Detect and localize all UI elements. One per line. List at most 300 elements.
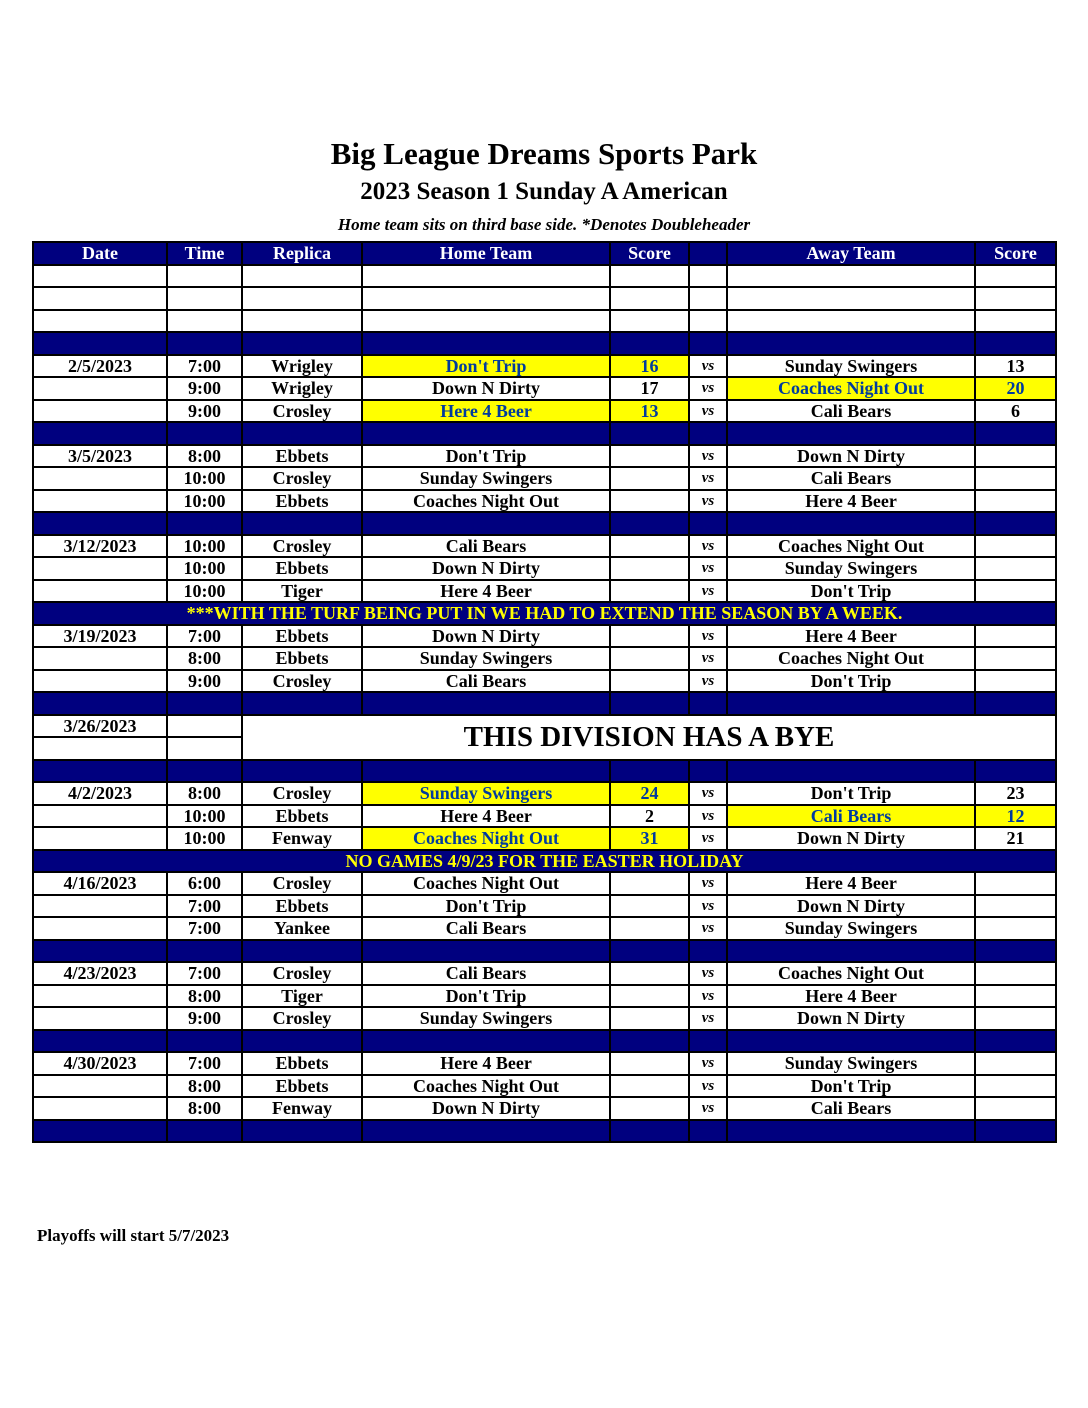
empty-cell [242,760,362,783]
game-row [33,917,1056,940]
empty-cell [689,310,727,333]
separator-row [33,422,1056,445]
home-team-cell: Coaches Night Out [362,872,610,895]
replica-cell: Ebbets [242,1052,362,1075]
game-row [33,647,1056,670]
empty-cell [727,940,975,963]
empty-cell [610,1120,689,1143]
time-cell: 8:00 [167,1097,242,1120]
game-row [33,467,1056,490]
game-row [33,355,1056,378]
replica-cell: Ebbets [242,557,362,580]
time-cell: 8:00 [167,647,242,670]
home-score-cell [610,625,689,648]
empty-cell [242,940,362,963]
time-cell: 7:00 [167,355,242,378]
empty-cell [975,1030,1056,1053]
empty-cell [689,332,727,355]
replica-cell: Wrigley [242,355,362,378]
away-team-cell: Coaches Night Out [727,962,975,985]
empty-cell [610,692,689,715]
header-replica: Replica [242,242,362,265]
home-score-cell: 2 [610,805,689,828]
home-score-cell [610,647,689,670]
header-time: Time [167,242,242,265]
vs-cell: vs [689,1097,727,1120]
away-score-cell [975,985,1056,1008]
header-date: Date [33,242,167,265]
empty-cell [167,737,242,760]
away-team-cell: Don't Trip [727,580,975,603]
bye-row [33,715,1056,738]
time-cell: 6:00 [167,872,242,895]
empty-cell [975,692,1056,715]
empty-cell [975,760,1056,783]
empty-cell [727,1030,975,1053]
empty-cell [33,512,167,535]
empty-cell [167,692,242,715]
away-team-cell: Cali Bears [727,805,975,828]
away-score-cell [975,580,1056,603]
date-cell [33,805,167,828]
separator-row [33,760,1056,783]
date-cell [33,377,167,400]
away-team-cell: Sunday Swingers [727,1052,975,1075]
separator-row [33,692,1056,715]
date-cell [33,647,167,670]
empty-cell [610,512,689,535]
away-team-cell: Don't Trip [727,670,975,693]
separator-row [33,1030,1056,1053]
replica-cell: Ebbets [242,647,362,670]
empty-cell [689,760,727,783]
empty-cell [689,1030,727,1053]
empty-cell [362,1030,610,1053]
vs-cell: vs [689,580,727,603]
home-team-cell: Coaches Night Out [362,827,610,850]
away-score-cell: 21 [975,827,1056,850]
empty-cell [242,512,362,535]
time-cell: 10:00 [167,557,242,580]
away-score-cell: 23 [975,782,1056,805]
game-row [33,782,1056,805]
header-row [33,242,1056,265]
empty-cell [33,737,167,760]
empty-cell [975,332,1056,355]
empty-cell [242,287,362,310]
away-team-cell: Cali Bears [727,400,975,423]
away-team-cell: Sunday Swingers [727,917,975,940]
vs-cell: vs [689,467,727,490]
time-cell: 8:00 [167,445,242,468]
empty-cell [610,332,689,355]
home-team-cell: Cali Bears [362,535,610,558]
empty-cell [727,332,975,355]
time-cell: 8:00 [167,985,242,1008]
empty-cell [33,692,167,715]
time-cell: 9:00 [167,400,242,423]
separator-row [33,332,1056,355]
replica-cell: Ebbets [242,895,362,918]
empty-cell [242,422,362,445]
replica-cell: Ebbets [242,625,362,648]
empty-cell [362,422,610,445]
date-cell: 3/5/2023 [33,445,167,468]
empty-cell [975,287,1056,310]
empty-cell [167,332,242,355]
home-score-cell: 31 [610,827,689,850]
away-team-cell: Don't Trip [727,1075,975,1098]
replica-cell: Crosley [242,535,362,558]
date-cell: 3/12/2023 [33,535,167,558]
home-team-cell: Cali Bears [362,962,610,985]
time-cell: 10:00 [167,490,242,513]
empty-cell [362,310,610,333]
empty-cell [689,940,727,963]
home-team-cell: Down N Dirty [362,625,610,648]
time-cell: 8:00 [167,1075,242,1098]
home-team-cell: Down N Dirty [362,1097,610,1120]
vs-cell: vs [689,557,727,580]
date-cell [33,557,167,580]
empty-cell [727,1120,975,1143]
home-score-cell: 24 [610,782,689,805]
empty-cell [33,265,167,288]
announcement-row [33,602,1056,625]
empty-cell [727,422,975,445]
date-cell [33,580,167,603]
game-row [33,670,1056,693]
home-team-cell: Don't Trip [362,895,610,918]
date-cell [33,917,167,940]
time-cell: 10:00 [167,827,242,850]
home-team-cell: Sunday Swingers [362,467,610,490]
vs-cell: vs [689,400,727,423]
empty-cell [33,422,167,445]
away-team-cell: Down N Dirty [727,1007,975,1030]
playoffs-note: Playoffs will start 5/7/2023 [37,1226,230,1245]
empty-cell [33,940,167,963]
schedule-body [33,265,1056,1143]
game-row [33,557,1056,580]
home-score-cell [610,1097,689,1120]
vs-cell: vs [689,962,727,985]
home-team-cell: Sunday Swingers [362,647,610,670]
bye-text: THIS DIVISION HAS A BYE [242,715,1056,760]
header-away-score: Score [975,242,1056,265]
away-score-cell [975,445,1056,468]
time-cell: 9:00 [167,670,242,693]
replica-cell: Ebbets [242,1075,362,1098]
empty-row [33,310,1056,333]
separator-row [33,940,1056,963]
away-score-cell [975,872,1056,895]
vs-cell: vs [689,670,727,693]
vs-cell: vs [689,1075,727,1098]
away-score-cell [975,490,1056,513]
home-team-cell: Sunday Swingers [362,782,610,805]
empty-cell [362,692,610,715]
away-team-cell: Coaches Night Out [727,647,975,670]
vs-cell: vs [689,355,727,378]
header-vs [689,242,727,265]
home-team-cell: Cali Bears [362,917,610,940]
empty-cell [167,310,242,333]
date-cell [33,1075,167,1098]
home-score-cell: 13 [610,400,689,423]
time-cell: 7:00 [167,962,242,985]
empty-cell [362,940,610,963]
game-row [33,377,1056,400]
header-home-score: Score [610,242,689,265]
date-cell [33,490,167,513]
page-subtitle: 2023 Season 1 Sunday A American [360,178,728,205]
vs-cell: vs [689,895,727,918]
replica-cell: Yankee [242,917,362,940]
replica-cell: Crosley [242,1007,362,1030]
empty-cell [727,692,975,715]
home-score-cell [610,1075,689,1098]
replica-cell: Crosley [242,782,362,805]
schedule-table [32,241,1057,1143]
away-score-cell [975,1052,1056,1075]
home-score-cell [610,962,689,985]
empty-cell [610,265,689,288]
game-row [33,827,1056,850]
game-row [33,1075,1056,1098]
date-cell [33,827,167,850]
header-home-team: Home Team [362,242,610,265]
empty-cell [610,422,689,445]
empty-cell [689,422,727,445]
replica-cell: Tiger [242,985,362,1008]
away-score-cell [975,557,1056,580]
home-score-cell [610,490,689,513]
empty-cell [727,760,975,783]
empty-cell [242,1030,362,1053]
time-cell: 10:00 [167,805,242,828]
vs-cell: vs [689,490,727,513]
date-cell [33,400,167,423]
empty-cell [242,332,362,355]
away-team-cell: Here 4 Beer [727,985,975,1008]
empty-cell [975,940,1056,963]
game-row [33,625,1056,648]
empty-cell [975,422,1056,445]
date-cell: 4/23/2023 [33,962,167,985]
away-score-cell [975,535,1056,558]
time-cell: 7:00 [167,917,242,940]
home-score-cell [610,1007,689,1030]
away-team-cell: Here 4 Beer [727,625,975,648]
empty-cell [689,287,727,310]
home-team-cell: Here 4 Beer [362,580,610,603]
game-row [33,535,1056,558]
header-away-team: Away Team [727,242,975,265]
game-row [33,872,1056,895]
empty-cell [167,265,242,288]
empty-row [33,287,1056,310]
away-team-cell: Cali Bears [727,467,975,490]
home-score-cell [610,467,689,490]
vs-cell: vs [689,872,727,895]
replica-cell: Ebbets [242,490,362,513]
time-cell: 8:00 [167,782,242,805]
home-score-cell [610,535,689,558]
empty-cell [975,1120,1056,1143]
schedule-note: Home team sits on third base side. *Denotes Doubleheader [337,215,751,234]
time-cell: 7:00 [167,895,242,918]
replica-cell: Tiger [242,580,362,603]
vs-cell: vs [689,782,727,805]
empty-cell [610,310,689,333]
home-team-cell: Here 4 Beer [362,805,610,828]
announcement-row [33,850,1056,873]
empty-cell [33,310,167,333]
replica-cell: Fenway [242,1097,362,1120]
home-score-cell [610,670,689,693]
replica-cell: Crosley [242,962,362,985]
away-score-cell [975,467,1056,490]
game-row [33,580,1056,603]
empty-cell [167,940,242,963]
vs-cell: vs [689,445,727,468]
away-team-cell: Here 4 Beer [727,490,975,513]
game-row [33,490,1056,513]
empty-cell [33,332,167,355]
empty-cell [689,692,727,715]
game-row [33,962,1056,985]
empty-cell [610,760,689,783]
vs-cell: vs [689,377,727,400]
away-score-cell [975,962,1056,985]
away-team-cell: Sunday Swingers [727,557,975,580]
time-cell: 7:00 [167,625,242,648]
empty-cell [33,1030,167,1053]
empty-cell [167,287,242,310]
game-row [33,1007,1056,1030]
vs-cell: vs [689,985,727,1008]
empty-cell [689,512,727,535]
game-row [33,895,1056,918]
away-score-cell: 12 [975,805,1056,828]
home-score-cell [610,895,689,918]
vs-cell: vs [689,647,727,670]
away-score-cell [975,625,1056,648]
vs-cell: vs [689,917,727,940]
replica-cell: Wrigley [242,377,362,400]
away-score-cell [975,1007,1056,1030]
replica-cell: Crosley [242,467,362,490]
away-team-cell: Down N Dirty [727,827,975,850]
home-team-cell: Sunday Swingers [362,1007,610,1030]
time-cell: 9:00 [167,377,242,400]
home-team-cell: Coaches Night Out [362,490,610,513]
date-cell: 2/5/2023 [33,355,167,378]
away-score-cell [975,1097,1056,1120]
empty-cell [610,287,689,310]
separator-row [33,1120,1056,1143]
replica-cell: Fenway [242,827,362,850]
home-team-cell: Don't Trip [362,355,610,378]
vs-cell: vs [689,1007,727,1030]
empty-cell [362,1120,610,1143]
game-row [33,400,1056,423]
away-team-cell: Don't Trip [727,782,975,805]
home-team-cell: Here 4 Beer [362,400,610,423]
announcement-text: ***WITH THE TURF BEING PUT IN WE HAD TO EXTEND THE SEASON BY A WEEK. [33,602,1056,625]
vs-cell: vs [689,1052,727,1075]
away-score-cell: 6 [975,400,1056,423]
date-cell: 4/2/2023 [33,782,167,805]
home-score-cell [610,985,689,1008]
separator-row [33,512,1056,535]
time-cell: 10:00 [167,580,242,603]
replica-cell: Crosley [242,872,362,895]
announcement-text: NO GAMES 4/9/23 FOR THE EASTER HOLIDAY [33,850,1056,873]
date-cell: 4/30/2023 [33,1052,167,1075]
empty-cell [33,760,167,783]
empty-cell [727,512,975,535]
away-team-cell: Down N Dirty [727,445,975,468]
time-cell: 9:00 [167,1007,242,1030]
date-cell: 4/16/2023 [33,872,167,895]
page-title: Big League Dreams Sports Park [330,136,758,171]
empty-cell [727,265,975,288]
date-cell: 3/19/2023 [33,625,167,648]
date-cell [33,467,167,490]
game-row [33,1097,1056,1120]
home-team-cell: Don't Trip [362,985,610,1008]
empty-cell [167,760,242,783]
away-score-cell [975,1075,1056,1098]
time-cell: 10:00 [167,467,242,490]
time-cell: 7:00 [167,1052,242,1075]
home-team-cell: Down N Dirty [362,377,610,400]
away-score-cell: 20 [975,377,1056,400]
away-score-cell: 13 [975,355,1056,378]
empty-cell [610,1030,689,1053]
empty-cell [362,332,610,355]
empty-cell [242,692,362,715]
home-team-cell: Here 4 Beer [362,1052,610,1075]
away-team-cell: Here 4 Beer [727,872,975,895]
home-score-cell [610,1052,689,1075]
empty-cell [975,265,1056,288]
replica-cell: Ebbets [242,445,362,468]
empty-cell [167,715,242,738]
time-cell: 10:00 [167,535,242,558]
home-team-cell: Don't Trip [362,445,610,468]
empty-cell [362,760,610,783]
home-score-cell: 16 [610,355,689,378]
game-row [33,985,1056,1008]
empty-cell [167,512,242,535]
away-score-cell [975,895,1056,918]
home-score-cell [610,917,689,940]
away-team-cell: Down N Dirty [727,895,975,918]
game-row [33,1052,1056,1075]
date-cell: 3/26/2023 [33,715,167,738]
date-cell [33,1007,167,1030]
away-score-cell [975,670,1056,693]
date-cell [33,1097,167,1120]
away-team-cell: Cali Bears [727,1097,975,1120]
away-team-cell: Coaches Night Out [727,535,975,558]
empty-cell [689,1120,727,1143]
away-score-cell [975,647,1056,670]
home-score-cell: 17 [610,377,689,400]
